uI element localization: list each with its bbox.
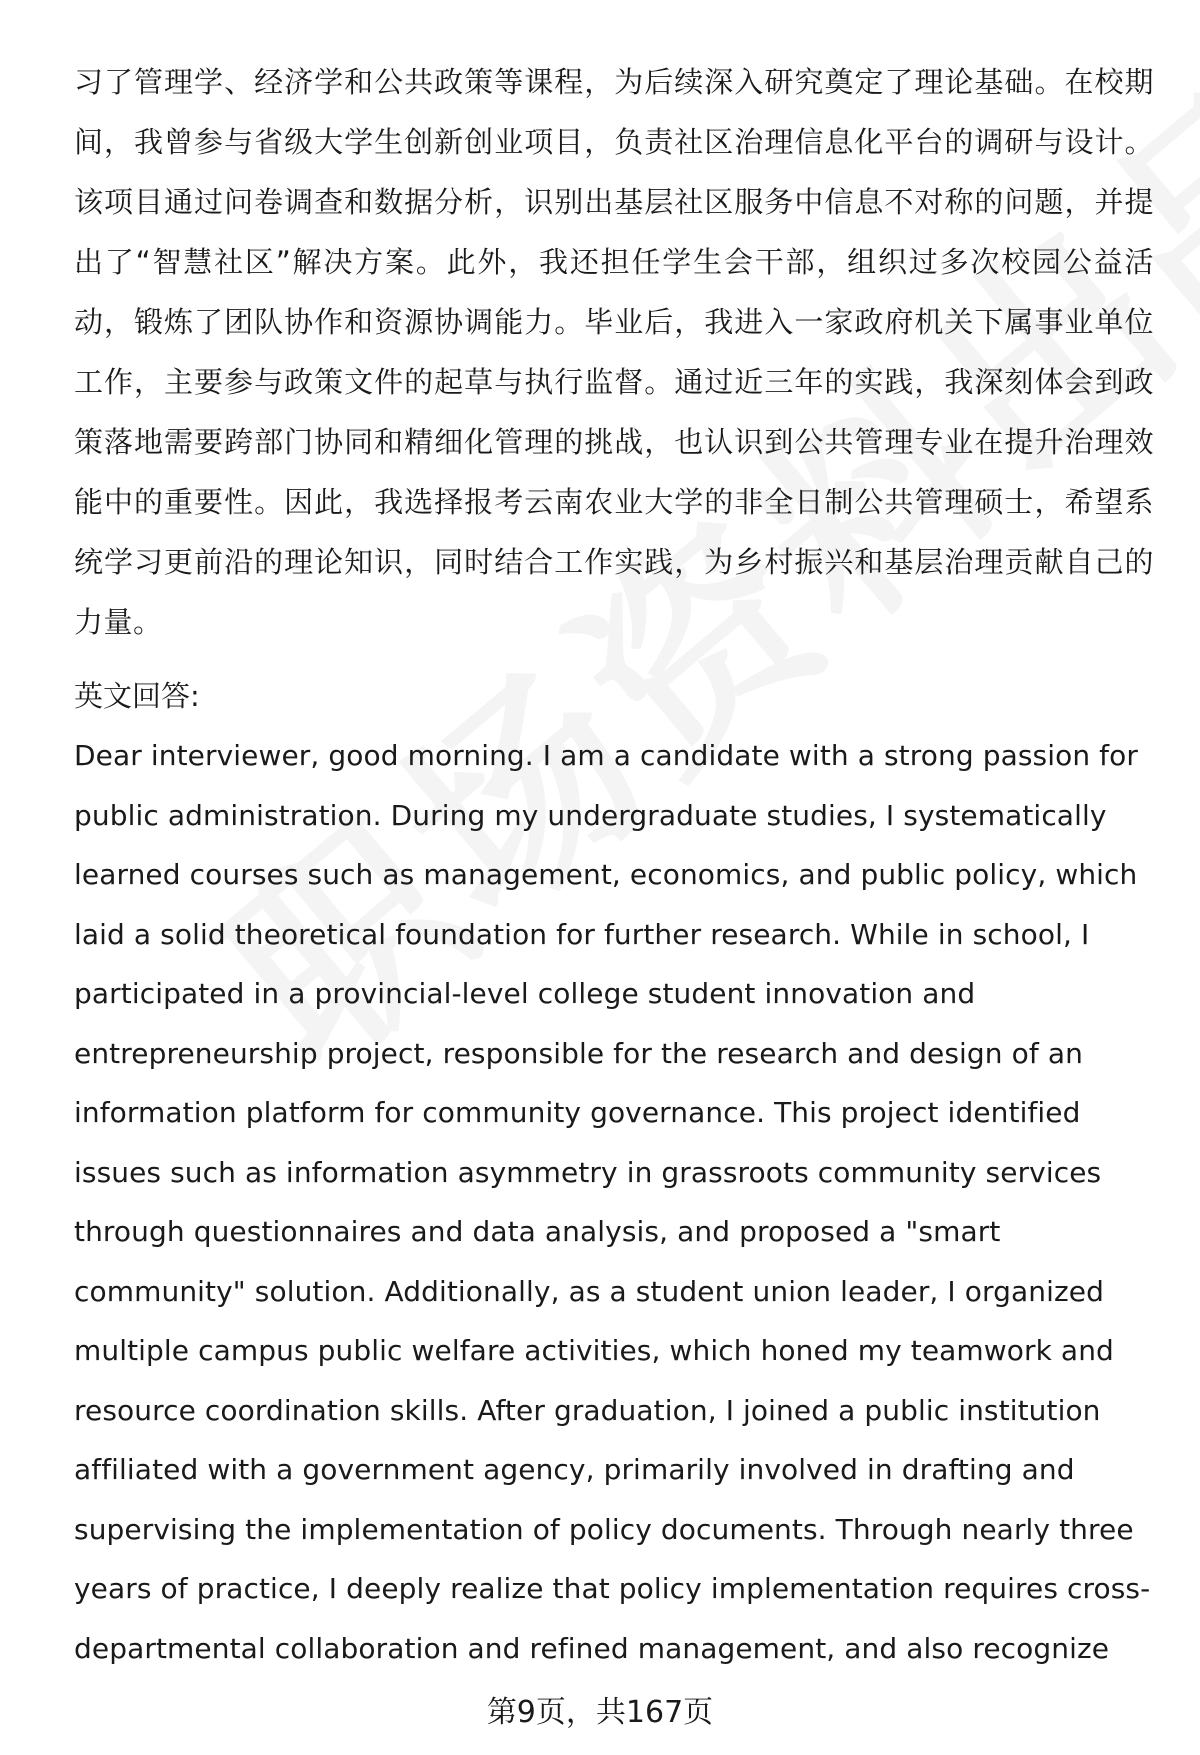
english-line: affiliated with a government agency, primarily involved in drafting and [74,1453,1075,1486]
english-line: Dear interviewer, good morning. I am a candidate with a strong passion for [74,739,1138,772]
english-answer-paragraph [74,726,1154,1678]
english-line: community" solution. Additionally, as a student union leader, I organized [74,1274,1104,1308]
english-line: multiple campus public welfare activities, which honed my teamwork and [74,1334,1114,1367]
english-line: entrepreneurship project, responsible for the research and design of an [74,1036,1083,1070]
page-content [74,52,1154,1678]
english-line: through questionnaires and data analysis, and proposed a "smart [74,1215,1001,1248]
english-line: departmental collaboration and refined management, and also recognize [74,1631,1110,1665]
english-line: learned courses such as management, economics, and public policy, which [74,858,1138,891]
english-line: public administration. During my undergraduate studies, I systematically [74,798,1107,832]
english-line: information platform for community governance. This project identified [74,1096,1081,1129]
english-line: years of practice, I deeply realize that policy implementation requires cross- [74,1572,1151,1605]
english-line: laid a solid theoretical foundation for further research. While in school, I [74,917,1090,951]
chinese-answer-paragraph: 习了管理学、经济学和公共政策等课程，为后续深入研究奠定了理论基础。在校期间，我曾参与省级大学生创新创业项目，负责社区治理信息化平台的调研与设计。该项目通过问卷调查和数据分析，识别出基层社区服务中信息不对称的问题，并提出了“智慧社区”解决方案。此外，我还担任学生会干部，组织过多次校园公益活动，锻炼了团队协作和资源协调能力。毕业后，我进入一家政府机关下属事业单位工作，主要参与政策文件的起草与执行监督。通过近三年的实践，我深刻体会到政策落地需要跨部门协同和精细化管理的挑战，也认识到公共管理专业在提升治理效能中的重要性。因此，我选择报考云南农业大学的非全日制公共管理硕士，希望系统学习更前沿的理论知识，同时结合工作实践，为乡村振兴和基层治理贡献自己的力量。 [74,65,1154,639]
english-line: participated in a provincial-level college student innovation and [74,977,976,1010]
page-number-footer: 第9页，共167页 [486,1695,714,1730]
english-line: issues such as information asymmetry in grassroots community services [74,1155,1102,1189]
english-line: resource coordination skills. After graduation, I joined a public institution [74,1393,1101,1427]
english-line: supervising the implementation of policy documents. Through nearly three [74,1512,1134,1546]
english-answer-heading: 英文回答: [74,679,200,713]
